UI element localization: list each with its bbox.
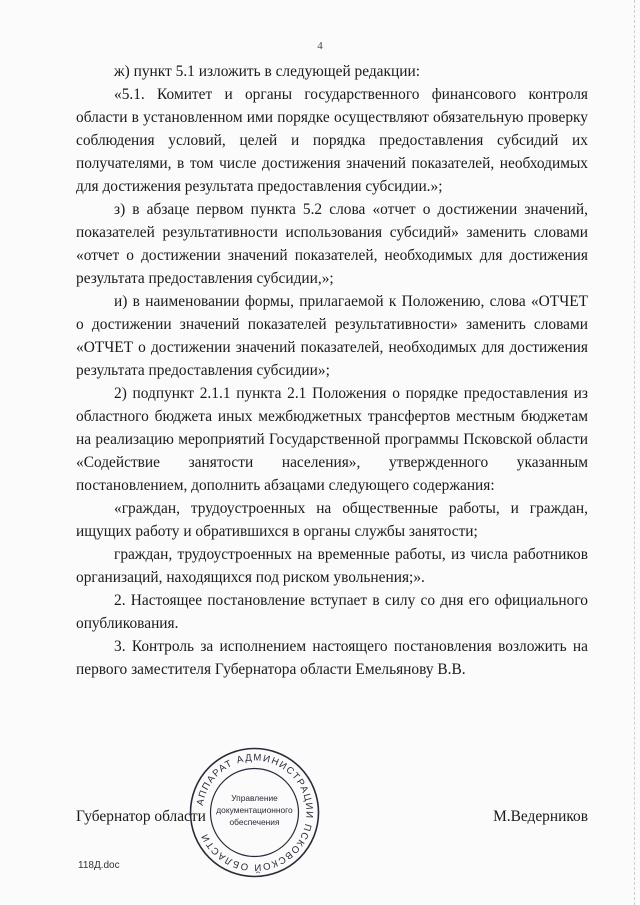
paragraph-item-z: з) в абзаце первом пункта 5.2 слова «отчет о достижении значений, показателей результативности использования субсидий» заменить словами «отчет о достижении значений показателей, необходимых для достижения результата предоставления субсидии,»; — [76, 201, 588, 287]
paragraph-item-zh: ж) пункт 5.1 изложить в следующей редакции: — [114, 63, 420, 80]
stamp-center-line-2: документационного — [216, 805, 293, 815]
official-stamp — [187, 745, 322, 880]
stamp-seal-icon — [187, 745, 322, 880]
scan-edge-line — [633, 0, 635, 905]
paragraph-subclause-2: 2) подпункт 2.1.1 пункта 2.1 Положения о порядке предоставления из областного бюджета иных межбюджетных трансфертов местным бюджетам на реализацию мероприятий Государственной программы Псковской области «Содействие занятости населения», утвержденного указанным постановлением, дополнить абзацами следующего содержания: — [76, 385, 588, 494]
paragraph-item-i: и) в наименовании формы, прилагаемой к Положению, слова «ОТЧЕТ о достижении значений показателей результативности» заменить словами «ОТЧЕТ о достижении значений показателей, необходимых для достижения результата предоставления субсидии»; — [76, 293, 588, 379]
paragraph-quote-public-works: «граждан, трудоустроенных на общественные работы, и граждан, ищущих работу и обратившихся в органы службы занятости; — [76, 500, 588, 540]
signature-block — [76, 808, 588, 826]
page-number: 4 — [317, 40, 323, 52]
signatory-position: Губернатор области — [76, 808, 206, 825]
stamp-ring-text: АППАРАТ АДМИНИСТРАЦИИ ПСКОВСКОЙ ОБЛАСТИ — [194, 752, 315, 873]
document-file-code: 118Д.doc — [78, 860, 120, 871]
document-body — [76, 60, 588, 681]
signatory-name: М.Ведерников — [493, 808, 588, 825]
stamp-center-line-3: обеспечения — [229, 817, 280, 827]
paragraph-quote-temporary-works: граждан, трудоустроенных на временные работы, из числа работников организаций, находящихся под риском увольнения;». — [76, 546, 588, 586]
paragraph-control: 3. Контроль за исполнением настоящего постановления возложить на первого заместителя Губернатора области Емельянову В.В. — [76, 638, 588, 678]
stamp-center-line-1: Управление — [231, 793, 278, 803]
paragraph-clause-5-1: «5.1. Комитет и органы государственного финансового контроля области в установленном ими порядке осуществляют обязательную проверку соблюдения условий, целей и порядка предоставления субсидий их получателями, в том числе достижения значений показателей, необходимых для достижения результата предоставления субсидии.»; — [76, 86, 588, 195]
paragraph-effective-date: 2. Настоящее постановление вступает в силу со дня его официального опубликования. — [76, 592, 588, 632]
